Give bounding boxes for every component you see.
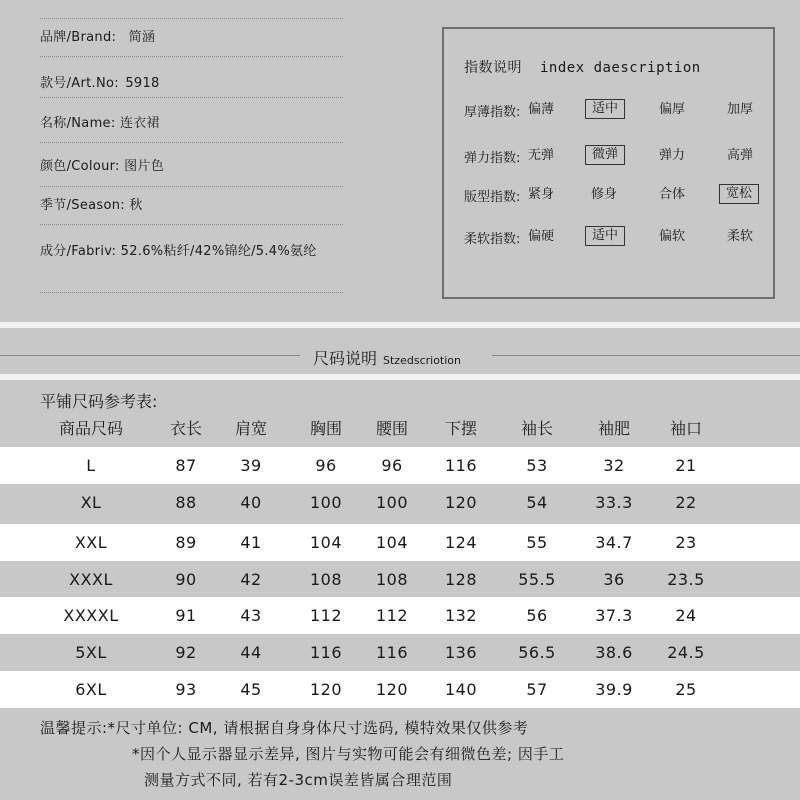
table-cell: 55.5 (518, 570, 556, 589)
table-cell: 24 (675, 606, 697, 625)
info-season: 季节/Season: 秋 (40, 198, 143, 213)
table-cell: 44 (240, 643, 262, 662)
table-cell: 55 (526, 533, 548, 552)
divider (40, 56, 343, 57)
table-row (0, 634, 800, 671)
table-row (0, 524, 800, 561)
index-label-elasticity: 弹力指数: (464, 151, 521, 166)
index-option-selected: 宽松 (719, 184, 759, 204)
table-cell: 6XL (75, 680, 107, 699)
table-cell: 32 (603, 456, 625, 475)
tips-line-2: *因个人显示器显示差异, 图片与实物可能会有细微色差; 因手工 (132, 745, 565, 763)
info-name: 名称/Name: 连衣裙 (40, 116, 160, 131)
table-cell: 140 (444, 680, 478, 699)
table-header: 袖长 (520, 419, 553, 438)
table-header: 胸围 (309, 419, 342, 438)
table-cell: 45 (240, 680, 262, 699)
table-cell: 120 (444, 493, 478, 512)
table-cell: 100 (375, 493, 409, 512)
table-cell: 96 (315, 456, 337, 475)
table-cell: 124 (444, 533, 478, 552)
table-header: 袖肥 (597, 419, 630, 438)
table-cell: 39.9 (595, 680, 633, 699)
table-cell: XXXXL (63, 606, 119, 625)
size-section-title: 尺码说明 Stzedscriotion (313, 349, 461, 368)
table-cell: 91 (175, 606, 197, 625)
table-cell: 41 (240, 533, 262, 552)
table-cell: 5XL (75, 643, 107, 662)
table-header: 袖口 (669, 419, 702, 438)
table-header: 下摆 (444, 419, 477, 438)
table-cell: 37.3 (595, 606, 633, 625)
index-option: 合体 (658, 187, 685, 202)
table-cell: XXL (74, 533, 108, 552)
table-cell: 93 (175, 680, 197, 699)
index-label-thickness: 厚薄指数: (464, 105, 521, 120)
table-cell: 136 (444, 643, 478, 662)
table-cell: 38.6 (595, 643, 633, 662)
info-fabric: 成分/Fabriv: 52.6%粘纤/42%锦纶/5.4%氨纶 (40, 244, 317, 259)
table-cell: 89 (175, 533, 197, 552)
table-cell: 92 (175, 643, 197, 662)
index-option: 无弹 (527, 148, 554, 163)
table-cell: 36 (603, 570, 625, 589)
table-cell: 120 (375, 680, 409, 699)
table-cell: 100 (309, 493, 343, 512)
header-rule-left (0, 355, 300, 356)
table-cell: 132 (444, 606, 478, 625)
table-cell: 116 (375, 643, 409, 662)
table-row (0, 561, 800, 598)
table-row (0, 671, 800, 708)
table-cell: 87 (175, 456, 197, 475)
table-cell: 108 (375, 570, 409, 589)
index-label-fit: 版型指数: (464, 190, 521, 205)
index-title: 指数说明 index daescription (464, 60, 701, 76)
table-cell: 53 (526, 456, 548, 475)
table-cell: 23.5 (667, 570, 705, 589)
index-option-selected: 适中 (585, 226, 625, 246)
table-cell: 96 (381, 456, 403, 475)
table-cell: 90 (175, 570, 197, 589)
info-brand: 品牌/Brand: 简涵 (40, 30, 156, 45)
table-cell: L (86, 456, 96, 475)
divider (40, 18, 343, 19)
table-header: 衣长 (169, 419, 202, 438)
table-cell: XL (80, 493, 102, 512)
divider (40, 224, 343, 225)
table-cell: 112 (309, 606, 343, 625)
table-cell: 116 (309, 643, 343, 662)
divider (40, 97, 343, 98)
table-header: 腰围 (375, 419, 408, 438)
header-rule-right (492, 355, 800, 356)
table-header: 商品尺码 (58, 419, 123, 438)
table-row (0, 597, 800, 634)
table-cell: 112 (375, 606, 409, 625)
table-cell: 23 (675, 533, 697, 552)
index-option: 柔软 (726, 229, 753, 244)
index-label-softness: 柔软指数: (464, 232, 521, 247)
table-cell: 25 (675, 680, 697, 699)
table-cell: 88 (175, 493, 197, 512)
index-option-selected: 适中 (585, 99, 625, 119)
info-colour: 颜色/Colour: 图片色 (40, 159, 165, 174)
info-art-no: 款号/Art.No: 5918 (40, 76, 160, 91)
table-cell: 34.7 (595, 533, 633, 552)
table-cell: 56 (526, 606, 548, 625)
index-option: 偏软 (658, 229, 685, 244)
table-cell: 128 (444, 570, 478, 589)
table-cell: 33.3 (595, 493, 633, 512)
index-description-box (442, 27, 775, 299)
index-option: 高弹 (726, 148, 753, 163)
table-cell: XXXL (69, 570, 113, 589)
table-cell: 56.5 (518, 643, 556, 662)
table-caption: 平铺尺码参考表: (40, 392, 158, 411)
tips-line-1: 温馨提示:*尺寸单位: CM, 请根据自身身体尺寸选码, 模特效果仅供参考 (40, 719, 529, 737)
table-cell: 24.5 (667, 643, 705, 662)
table-row (0, 447, 800, 484)
divider (40, 292, 343, 293)
table-cell: 120 (309, 680, 343, 699)
index-option: 加厚 (726, 102, 753, 117)
tips-line-3: 测量方式不同, 若有2-3cm误差皆属合理范围 (144, 771, 453, 789)
table-cell: 39 (240, 456, 262, 475)
table-cell: 54 (526, 493, 548, 512)
table-cell: 108 (309, 570, 343, 589)
index-option: 修身 (590, 187, 617, 202)
index-option: 偏厚 (658, 102, 685, 117)
table-cell: 104 (375, 533, 409, 552)
table-cell: 57 (526, 680, 548, 699)
table-row (0, 484, 800, 521)
table-header: 肩宽 (234, 419, 267, 438)
table-cell: 22 (675, 493, 697, 512)
index-option: 紧身 (527, 187, 554, 202)
index-option: 弹力 (658, 148, 685, 163)
table-cell: 40 (240, 493, 262, 512)
table-cell: 42 (240, 570, 262, 589)
index-option-selected: 微弹 (585, 145, 625, 165)
divider (40, 186, 343, 187)
divider (40, 142, 343, 143)
table-cell: 21 (675, 456, 697, 475)
table-cell: 116 (444, 456, 478, 475)
index-option: 偏硬 (527, 229, 554, 244)
index-option: 偏薄 (527, 102, 554, 117)
table-cell: 104 (309, 533, 343, 552)
table-cell: 43 (240, 606, 262, 625)
